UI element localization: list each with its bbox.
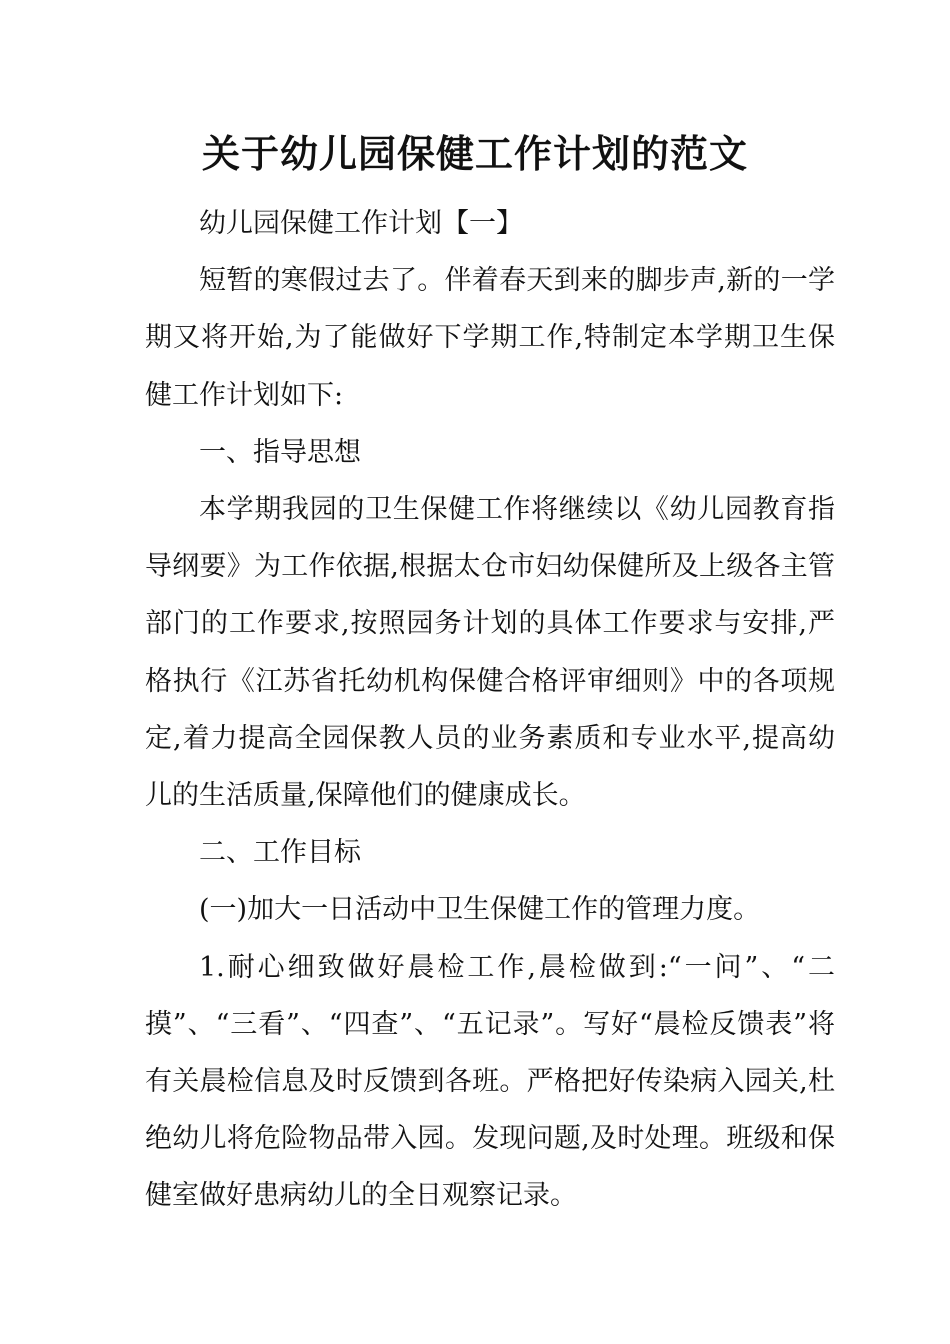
paragraph-intro: 短暂的寒假过去了。伴着春天到来的脚步声,新的一学期又将开始,为了能做好下学期工作,特制定本学期卫生保健工作计划如下: bbox=[145, 265, 835, 411]
paragraph-guiding-ideology: 本学期我园的卫生保健工作将继续以《幼儿园教育指导纲要》为工作依据,根据太仓市妇幼保健所及上级各主管部门的工作要求,按照园务计划的具体工作要求与安排,严格执行《江苏省托幼机构保健合格评审细则》中的各项规定,着力提高全园保教人员的业务素质和专业水平,提高幼儿的生活质量,保障他们的健康成长。 bbox=[145, 494, 835, 812]
paragraph-subheading-management: (一)加大一日活动中卫生保健工作的管理力度。 bbox=[199, 894, 761, 926]
document-title: 关于幼儿园保健工作计划的范文 bbox=[201, 131, 748, 176]
document-body bbox=[145, 195, 835, 1225]
paragraph-morning-check: 1.耐心细致做好晨检工作,晨检做到:“一问”、“二摸”、“三看”、“四查”、“五记录”。写好“晨检反馈表”将有关晨检信息及时反馈到各班。严格把好传染病入园关,杜绝幼儿将危险物品带入园。发现问题,及时处理。班级和保健室做好患病幼儿的全日观察记录。 bbox=[145, 951, 835, 1212]
paragraph-heading-work-goals: 二、工作目标 bbox=[199, 837, 361, 869]
paragraph-section-heading: 幼儿园保健工作计划【一】 bbox=[199, 208, 523, 239]
paragraph-heading-guiding-ideology: 一、指导思想 bbox=[199, 436, 361, 468]
